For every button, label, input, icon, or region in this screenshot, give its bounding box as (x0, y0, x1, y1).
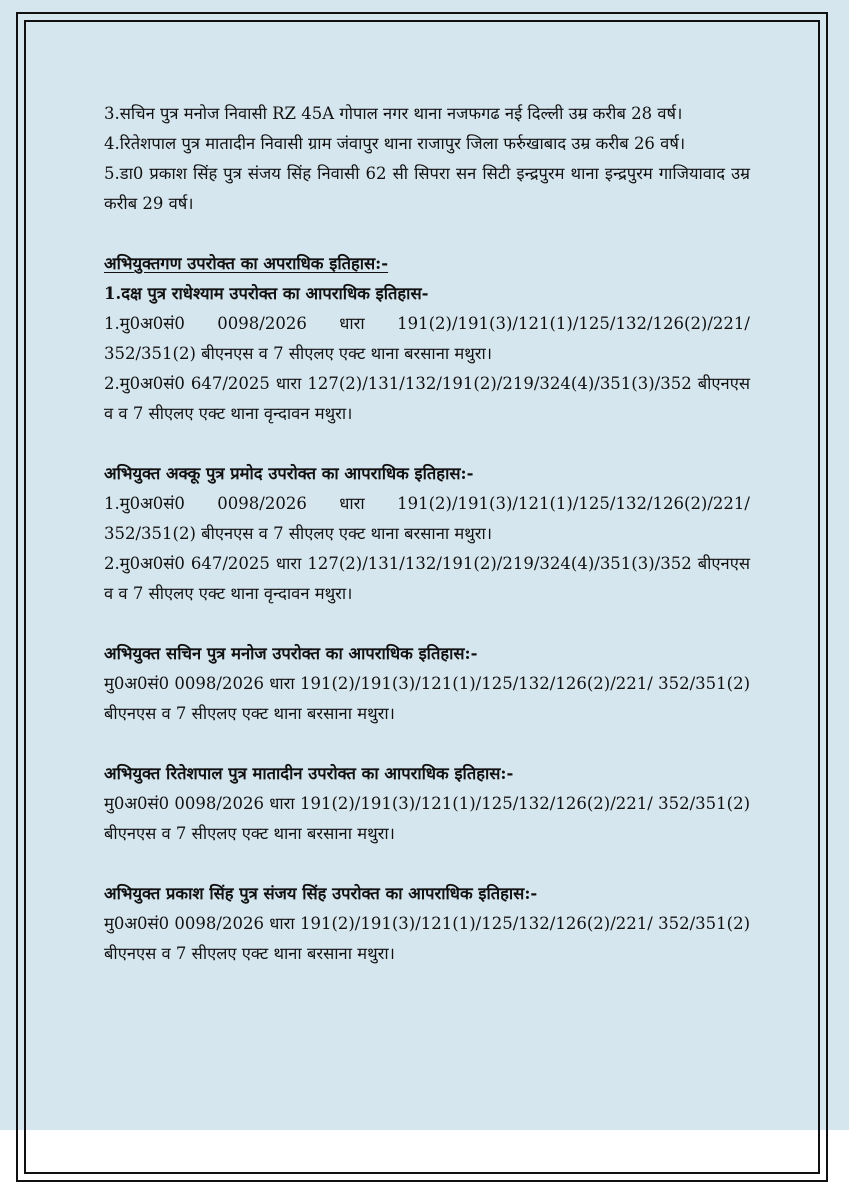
section-heading: अभियुक्त अक्कू पुत्र प्रमोद उपरोक्त का आपराधिक इतिहास:- (104, 464, 474, 483)
spacer (104, 609, 750, 639)
section-heading: अभियुक्त रितेशपाल पुत्र मातादीन उपरोक्त का आपराधिक इतिहास:- (104, 764, 514, 783)
case-entry: 2.मु0अ0सं0 647/2025 धारा 127(2)/131/132/191(2)/219/324(4)/351(3)/352 बीएनएस व व 7 सीएलए एक्ट थाना वृन्दावन मथुरा। (104, 374, 750, 423)
case-entry: मु0अ0सं0 0098/2026 धारा 191(2)/191(3)/121(1)/125/132/126(2)/221/ 352/351(2) बीएनएस व 7 सीएलए एक्ट थाना बरसाना मथुरा। (104, 794, 750, 843)
document-body (104, 99, 750, 969)
spacer (104, 219, 750, 249)
spacer (104, 849, 750, 879)
section-heading: अभियुक्त सचिन पुत्र मनोज उपरोक्त का आपराधिक इतिहास:- (104, 644, 478, 663)
case-entry: 2.मु0अ0सं0 647/2025 धारा 127(2)/131/132/191(2)/219/324(4)/351(3)/352 बीएनएस व व 7 सीएलए एक्ट थाना वृन्दावन मथुरा। (104, 554, 750, 603)
case-entry: 1.मु0अ0सं0 0098/2026 धारा 191(2)/191(3)/121(1)/125/132/126(2)/221/ 352/351(2) बीएनएस व 7 सीएलए एक्ट थाना बरसाना मथुरा। (104, 314, 750, 363)
history-title: अभियुक्तगण उपरोक्त का अपराधिक इतिहास:- (104, 254, 389, 273)
section-heading: 1.दक्ष पुत्र राधेश्याम उपरोक्त का आपराधिक इतिहास- (104, 284, 429, 303)
spacer (104, 729, 750, 759)
case-entry: मु0अ0सं0 0098/2026 धारा 191(2)/191(3)/121(1)/125/132/126(2)/221/ 352/351(2) बीएनएस व 7 सीएलए एक्ट थाना बरसाना मथुरा। (104, 914, 750, 963)
section-heading: अभियुक्त प्रकाश सिंह पुत्र संजय सिंह उपरोक्त का आपराधिक इतिहास:- (104, 884, 538, 903)
accused-list-item: 5.डा0 प्रकाश सिंह पुत्र संजय सिंह निवासी 62 सी सिपरा सन सिटी इन्द्रपुरम थाना इन्द्रपुरम गाजियावाद उम्र करीब 29 वर्ष। (104, 164, 750, 213)
case-entry: मु0अ0सं0 0098/2026 धारा 191(2)/191(3)/121(1)/125/132/126(2)/221/ 352/351(2) बीएनएस व 7 सीएलए एक्ट थाना बरसाना मथुरा। (104, 674, 750, 723)
accused-list-item: 3.सचिन पुत्र मनोज निवासी RZ 45A गोपाल नगर थाना नजफगढ नई दिल्ली उम्र करीब 28 वर्ष। (104, 104, 683, 123)
accused-list-item: 4.रितेशपाल पुत्र मातादीन निवासी ग्राम जंवापुर थाना राजापुर जिला फर्रुखाबाद उम्र करीब 26 वर्ष। (104, 134, 686, 153)
spacer (104, 429, 750, 459)
case-entry: 1.मु0अ0सं0 0098/2026 धारा 191(2)/191(3)/121(1)/125/132/126(2)/221/ 352/351(2) बीएनएस व 7 सीएलए एक्ट थाना बरसाना मथुरा। (104, 494, 750, 543)
